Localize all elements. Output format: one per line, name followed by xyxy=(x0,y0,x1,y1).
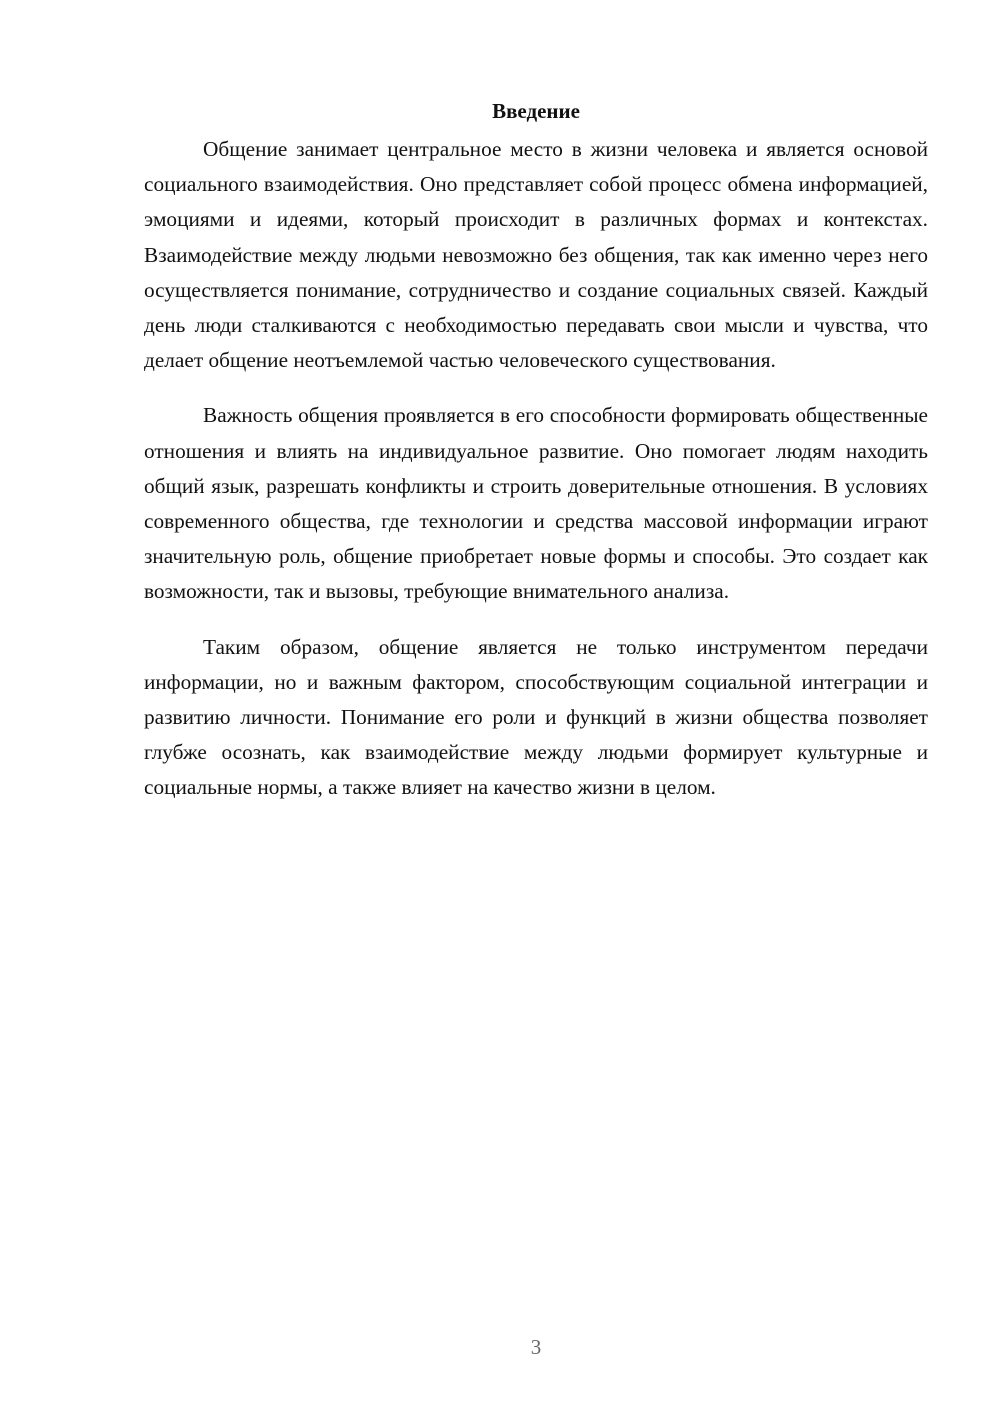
page-number: 3 xyxy=(530,1335,542,1359)
paragraph-1: Общение занимает центральное место в жизни человека и является основой социального взаимодействия. Оно представляет собой процесс обмена информацией, эмоциями и идеями, который происходит в различных формах и контекстах. Взаимодействие между людьми невозможно без общения, так как именно через него осуществляется понимание, сотрудничество и создание социальных связей. Каждый день люди сталкиваются с необходимостью передавать свои мысли и чувства, что делает общение неотъемлемой частью человеческого существования. xyxy=(144,137,928,373)
paragraph-2: Важность общения проявляется в его способности формировать общественные отношения и влиять на индивидуальное развитие. Оно помогает людям находить общий язык, разрешать конфликты и строить доверительные отношения. В условиях современного общества, где технологии и средства массовой информации играют значительную роль, общение приобретает новые формы и способы. Это создает как возможности, так и вызовы, требующие внимательного анализа. xyxy=(144,403,928,604)
paragraph-3: Таким образом, общение является не только инструментом передачи информации, но и важным фактором, способствующим социальной интеграции и развитию личности. Понимание его роли и функций в жизни общества позволяет глубже осознать, как взаимодействие между людьми формирует культурные и социальные нормы, а также влияет на качество жизни в целом. xyxy=(144,634,928,800)
page-content xyxy=(144,96,928,806)
section-title: Введение xyxy=(492,99,580,123)
